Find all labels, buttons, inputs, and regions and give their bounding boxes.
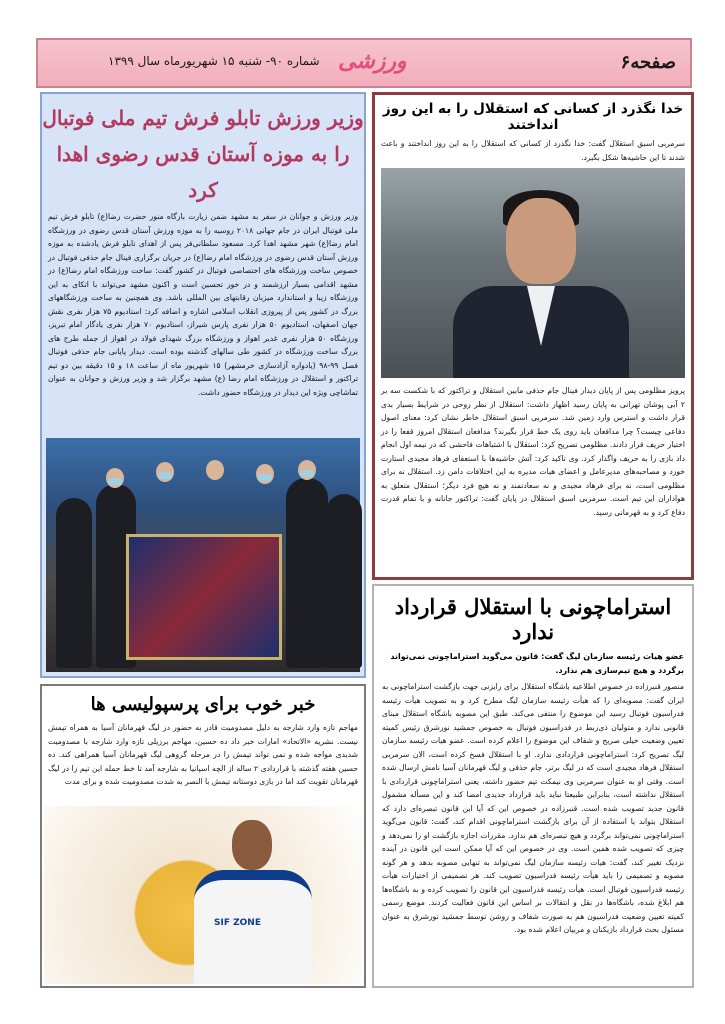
article-body: مهاجم تازه وارد شارجه به دلیل مصدومیت قادر به حضور در لیگ قهرمانان آسیا به همراه تیمش نیست. نشریه «الاتحاد» امارات خبر داد ده حسین، مهاجم برزیلی تازه وارد شارجه با مصدومیت شدیدی مواجه شده و نمی تواند تیمش را در مرحله گروهی لیگ قهرمانان آسیا همراهی کند. ده حسین هفته گذشته با قراردادی ۲ ساله از الچه اسپانیا به شارجه آمد تا خط حمله این تیم را در لیگ قهرمانان تقویت کند اما در بازی دوستانه تیمش با النصر به شدت مصدومیت شده و برای مدت <box>48 723 358 786</box>
portrait-photo <box>381 168 685 378</box>
page-header <box>36 38 692 88</box>
ceremony-photo <box>46 438 360 672</box>
section-title: ورزشی <box>338 48 407 74</box>
face-mask <box>258 474 272 481</box>
face-mask <box>158 472 172 479</box>
article-minister-carpet <box>40 92 366 678</box>
face <box>206 460 224 480</box>
person <box>56 498 92 668</box>
article-lead: سرمربی اسبق استقلال گفت: خدا نگذرد از کسانی که استقلال را به این روز انداختند و باعث شدند تا این حاشیه‌ها شکل بگیرد. <box>381 139 685 162</box>
article-title: خدا نگذرد از کسانی که استقلال را به این روز انداختند <box>382 101 684 133</box>
face-mask <box>108 478 122 485</box>
player-head <box>232 820 272 870</box>
jersey-sponsor: SIF ZONE <box>214 918 261 928</box>
player-photo <box>44 806 362 984</box>
article-title: استراماچونی با استقلال قرارداد ندارد <box>394 594 672 644</box>
article-persepolis-news <box>40 684 366 988</box>
portrait-face <box>506 198 576 284</box>
person <box>326 494 362 668</box>
article-body: وزیر ورزش و جوانان در سفر به مشهد ضمن زیارت بارگاه منور حضرت رضا(ع) تابلو فرش تیم ملی فوتبال ایران در جام جهانی ۲۰۱۸ روسیه را به موزه ورزش آستان قدس رضوی در ورزشگاه امام رضا(ع) شهر مشهد اهدا کرد. مسعود سلطانی‌فر پس از اهدای تابلو فرش یادشده به موزه ورزش آستان قدس رضوی در ورزشگاه امام رضا(ع) در جریان برگزاری فینال جام حذفی فوتبال در خصوص ساخت ورزشگاه های اختصاصی فوتبال در کشور گفت: ساخت ورزشگاه امام رضا(ع) در مشهد اقدامی بسیار ارزشمند و در خور تحسین است و اکنون مشهد می‌تواند با اتکای به این ورزشگاه زیبا و استاندارد میزبان رقابتهای بین المللی باشد. وی همچنین به ساخت ورزشگاههای بزرگ در کشور پس از پیروزی انقلاب اسلامی اشاره و اضافه کرد: استادیوم ۷۵ هزار نفری نقش جهان اصفهان، استادیوم ۵۰ هزار نفری پارس شیراز، استادیوم ۷۰ هزار نفری یادگار امام تبریز، ورزشگاه ۵۰ هزار نفری غدیر اهواز و ورزشگاه بزرگ شهدای فولاد در اهواز از جمله طرح های بزرگ ساخت ورزشگاه در کشور طی سالهای گذشته بوده است. دیدار پایانی جام حذفی فوتبال فصل ۹۹-۹۸ (یادواره آزادسازی خرمشهر) ۱۵ شهریور ماه از ساعت ۱۸ و ۱۵ دقیقه بین دو تیم تراکتور و استقلال در ورزشگاه امام رضا (ع) مشهد برگزار شد و وزیر ورزش و جوانان به عنوان تماشاچی ویژه این دیدار در ورزشگاه حضور داشت. <box>48 212 358 397</box>
article-body: پرویز مظلومی پس از پایان دیدار فینال جام حذفی مابین استقلال و تراکتور که با شکست سه بر ۲ آبی پوشان تهرانی به پایان رسید اظهار داشت: استقلال از نظر روحی در شرایط بسیار بدی قرار داشت و استرس وارد زمین شد. سرمربی اسبق استقلال خاطر نشان کرد: معنای اصول دفاعی چیست؟ چرا مدافعان باید روی یک خط قرار بگیرند؟ مدافعان استقلال امروز قفعا را در اختیار حریف قرار دادند. مظلومی تصریح کرد: استقلال با اشتباهات فاحشی که در نیمه اول انجام داد بازی را به حریف واگذار کرد. وی تاکید کرد: آتش حاشیه‌ها با استعفای فرهاد مجیدی استارت خورد و مصاحبه‌های مدیرعامل و اعضای هیات مدیره به این اختلافات دامن زد. استقلال نه برای مظلومی است، نه برای فرهاد مجیدی و نه سعادتمند و نه هیچ فرد دیگر؛ استقلال متعلق به هواداران این تیم است. سرمربی اسبق استقلال در پایان گفت: تراکتور جانانه و با تمام قدرت دفاع کرد و به قهرمانی رسید. <box>381 386 685 517</box>
face-mask <box>300 470 314 477</box>
article-title: خبر خوب برای پرسپولیسی ها <box>90 694 316 715</box>
carpet-tableau <box>126 534 282 660</box>
person <box>286 478 328 668</box>
article-stramaccioni <box>372 584 694 988</box>
article-mazloumi <box>372 92 694 580</box>
article-body: منصور قنبرزاده در خصوص اطلاعیه باشگاه استقلال برای رایزنی جهت بازگشت استراماچونی به ایران گفت: مصوبه‌ای را که هیأت رئیسه سازمان لیگ مطرح کرد و به تصویب هیأت رئیسه فدراسیون فوتبال رسید این موضوع را منتفی می‌کند. طبق این مصوبه باشگاه استقلال مبنای قانونی ندارد و متولیان ذی‌ربط در فدراسیون فوتبال به خصوص جمشید نورشرق رئیس کمیته تعیین وضعیت خیلی صریح و شفاف این موضوع را اعلام کرده است. عضو هیات رئیسه سازمان لیگ تصریح کرد: استراماچونی قراردادی ندارد. او با استقلال فسخ کرده است، الان سرمربی استقلال فرهاد مجیدی است که در لیگ برتر، جام حذفی و لیگ قهرمانان آسیا نامش ارسال شده است. وقتی او به عنوان سرمربی وی نیمکت تیم حضور داشته، یعنی استراماچونی قراردادی با استقلال نداشته است، بنابراین طبیعتا نباید باید قرارداد جدیدی امضا کند و این مسأله مشمول قانون جدید تصویب شده است. قنبرزاده در خصوص این که آیا این قانون تبصره‌ای دارد که استقلال بتواند با استفاده از آن برای بازگشت استراماچونی اقدام کند، گفت: قانون می‌گوید استراماچونی نمی‌تواند برگردد و هیچ تبصره‌ای هم ندارد. مقررات اجازه بازگشت او را نمی‌دهد و چیزی که تصویب شده همین است. وی در خصوص این که آیا ممکن است این قانون در آینده نزدیک تغییر کند، گفت: هیات رئیسه سازمان لیگ نمی‌تواند به تنهایی مصوبه بدهد و هر گونه مصوبه و تصمیمی را باید هیأت رئیسه فدراسیون تصویب کند. هر تصمیمی از اختیارات هیأت رئیسه فدراسیون فوتبال است. هیأت رئیسه فدراسیون این قانون را تصویب کرده و به باشگاه‌ها هم ابلاغ شده، باشگاه‌ها در نقل و انتقالات بر اساس این قانون فعالیت کردند. موضع رسمی کمیته تعیین وضعیت فدراسیون هم به صورت شفاف و روشن توسط جمشید نورشرق به عنوان مسئول بحث قرارداد بازیکنان و مربیان اعلام شده بود. <box>382 682 684 934</box>
article-subtitle: عضو هیات رئیسه سازمان لیگ گفت: قانون می‌گوید استراماچونی نمی‌تواند برگردد و هیچ تیم‌سازی هم ندارد. <box>390 652 684 675</box>
article-title: وزیر ورزش تابلو فرش تیم ملی فوتبال را به موزه آستان قدس رضوی اهدا کرد <box>42 106 364 202</box>
issue-info: شماره ۹۰- شنبه ۱۵ شهریورماه سال ۱۳۹۹ <box>108 54 320 68</box>
page-number: صفحه۶ <box>620 52 676 73</box>
